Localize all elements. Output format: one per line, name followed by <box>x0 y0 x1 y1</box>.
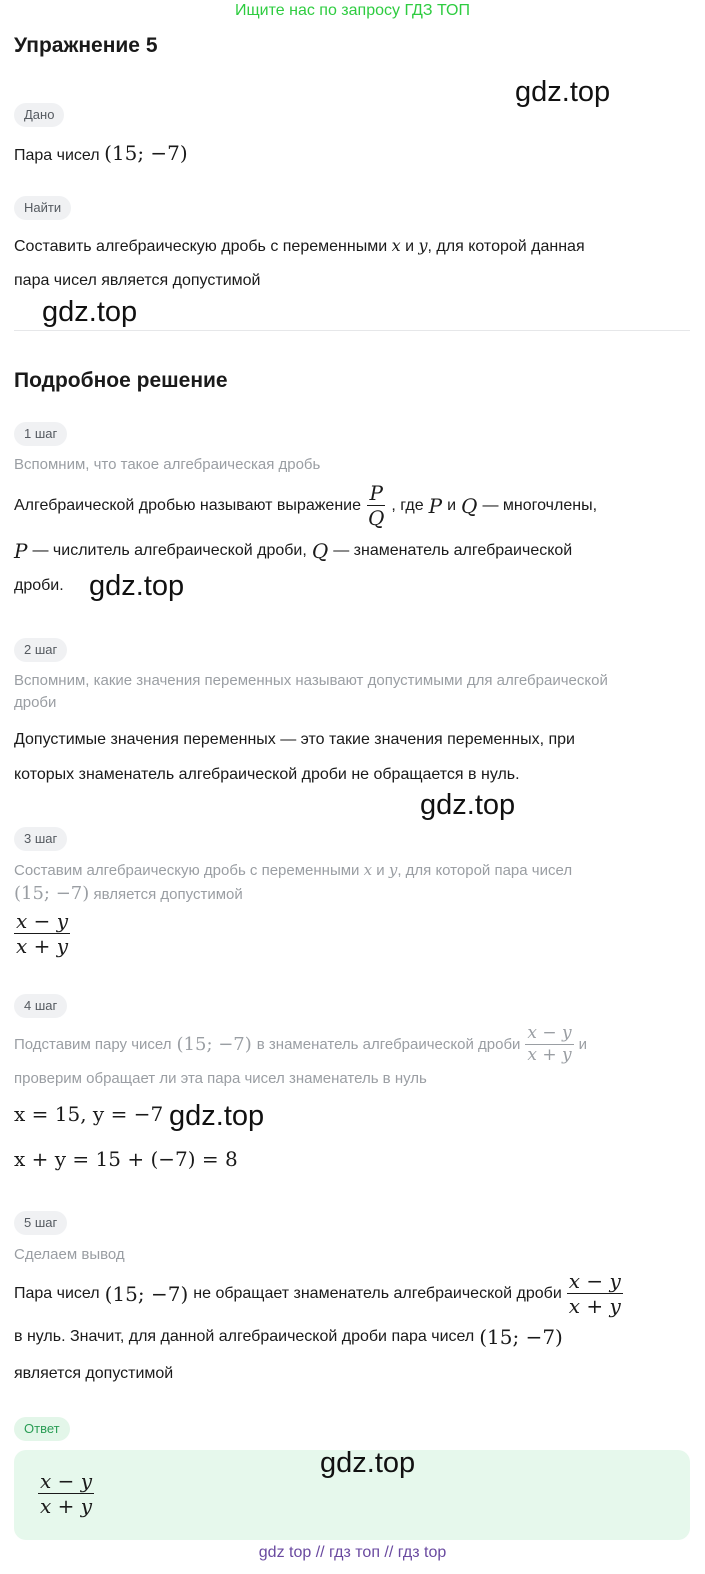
step-1-text-a: Алгебраической дробью называют выражение <box>14 496 361 514</box>
step-1-line1 <box>14 482 597 529</box>
fraction-denominator: x + y <box>16 934 69 958</box>
step-1-text-d: — числитель алгебраической дроби, <box>32 542 307 559</box>
fraction-denominator: Q <box>367 506 385 530</box>
step-1-badge: 1 шаг <box>14 422 67 446</box>
step-3-var-x: x <box>363 861 373 879</box>
find-var-x: x <box>391 236 401 255</box>
step-3-hint-text: Составим алгебраическую дробь с переменными <box>14 862 360 879</box>
step-2-badge: 2 шаг <box>14 638 67 662</box>
find-text-1: Составить алгебраическую дробь с переменными <box>14 238 388 255</box>
step-5-text-b: не обращает знаменатель алгебраической дроби <box>193 1284 562 1302</box>
step-4-hint-line2: проверим обращает ли эта пара чисел знаменатель в нуль <box>14 1070 427 1087</box>
given-text-label: Пара чисел <box>14 147 100 164</box>
find-var-y: y <box>418 236 428 255</box>
fraction-numerator: x − y <box>16 909 69 933</box>
given-badge: Дано <box>14 103 64 127</box>
step-5-badge: 5 шаг <box>14 1211 67 1235</box>
step-4-hint-text-c: и <box>578 1035 588 1053</box>
step-1-text-c: — многочлены, <box>482 496 598 514</box>
step-5-line2 <box>14 1325 563 1349</box>
watermark: gdz.top <box>320 1447 416 1479</box>
step-1-var-p: P <box>14 539 28 563</box>
fraction-denominator: x + y <box>568 1294 621 1318</box>
step-4-badge: 4 шаг <box>14 994 67 1018</box>
watermark: gdz.top <box>42 296 138 328</box>
step-3-fraction <box>14 910 70 957</box>
step-4-equation-2: x + y = 15 + (−7) = 8 <box>14 1147 238 1171</box>
fraction-numerator: P <box>369 481 383 505</box>
watermark: gdz.top <box>169 1100 265 1132</box>
step-2-line1: Допустимые значения переменных — это такие значения переменных, при <box>14 731 575 748</box>
find-and: и <box>405 238 415 255</box>
step-5-math-2: (15; −7) <box>479 1325 563 1349</box>
step-3-hint-math: (15; −7) <box>14 883 90 904</box>
step-5-line1 <box>14 1270 623 1317</box>
step-1-fraction <box>366 482 386 529</box>
step-2-hint-line2: дроби <box>14 694 57 711</box>
step-4-equation-1: x = 15, y = −7 <box>14 1102 164 1126</box>
watermark: gdz.top <box>420 789 516 821</box>
step-4-hint-text-b: в знаменатель алгебраической дроби <box>256 1035 521 1053</box>
solution-title: Подробное решение <box>14 369 228 392</box>
step-3-hint-text-b: , для которой пара чисел <box>397 862 573 879</box>
footer-links[interactable]: gdz top // гдз топ // гдз top <box>258 1544 447 1561</box>
find-text-line1 <box>14 236 585 256</box>
step-5-text-a: Пара чисел <box>14 1284 100 1302</box>
step-2-hint-line1: Вспомним, какие значения переменных называют допустимыми для алгебраической <box>14 672 608 689</box>
step-1-and: и <box>447 496 457 514</box>
search-banner: Ищите нас по запросу ГДЗ ТОП <box>235 2 470 19</box>
step-1-var-q: Q <box>311 539 329 563</box>
step-5-text-c: в нуль. Значит, для данной алгебраической дроби пара чисел <box>14 1328 475 1345</box>
fraction-denominator: x + y <box>527 1044 572 1065</box>
step-4-hint-math: (15; −7) <box>176 1033 252 1055</box>
fraction-numerator: x − y <box>568 1269 621 1293</box>
find-text-line2: пара чисел является допустимой <box>14 272 261 289</box>
step-3-and: и <box>376 862 385 879</box>
step-3-hint-line2 <box>14 883 243 904</box>
step-3-hint-text-c: является допустимой <box>93 886 243 903</box>
step-4-hint-line1 <box>14 1024 587 1064</box>
step-1-text-b: , где <box>391 496 424 514</box>
step-1-line3: дроби. <box>14 577 64 594</box>
step-1-var-p: P <box>428 493 443 518</box>
step-3-var-y: y <box>388 861 398 879</box>
watermark: gdz.top <box>515 76 611 108</box>
step-3-hint-line1 <box>14 861 572 879</box>
given-math: (15; −7) <box>104 141 188 165</box>
watermark: gdz.top <box>89 570 185 602</box>
step-4-fraction <box>525 1024 573 1064</box>
step-5-fraction <box>567 1270 623 1317</box>
answer-badge: Ответ <box>14 1417 70 1441</box>
find-badge: Найти <box>14 196 71 220</box>
divider <box>14 330 690 331</box>
step-5-line3: является допустимой <box>14 1365 174 1382</box>
answer-fraction <box>38 1470 94 1517</box>
find-text-2: , для которой данная <box>427 238 585 255</box>
step-1-var-q: Q <box>461 493 478 518</box>
given-text <box>14 141 188 165</box>
step-1-hint: Вспомним, что такое алгебраическая дробь <box>14 456 321 473</box>
step-4-hint-text: Подставим пару чисел <box>14 1035 172 1053</box>
step-3-badge: 3 шаг <box>14 827 67 851</box>
page-title: Упражнение 5 <box>14 34 158 57</box>
step-5-hint: Сделаем вывод <box>14 1246 125 1263</box>
step-1-line2 <box>14 539 572 563</box>
step-2-line2: которых знаменатель алгебраической дроби не обращается в нуль. <box>14 766 520 783</box>
fraction-numerator: x − y <box>527 1023 572 1043</box>
fraction-denominator: x + y <box>40 1494 93 1518</box>
step-1-text-e: — знаменатель алгебраической <box>333 542 573 559</box>
fraction-numerator: x − y <box>40 1469 93 1493</box>
step-5-math: (15; −7) <box>104 1281 189 1306</box>
